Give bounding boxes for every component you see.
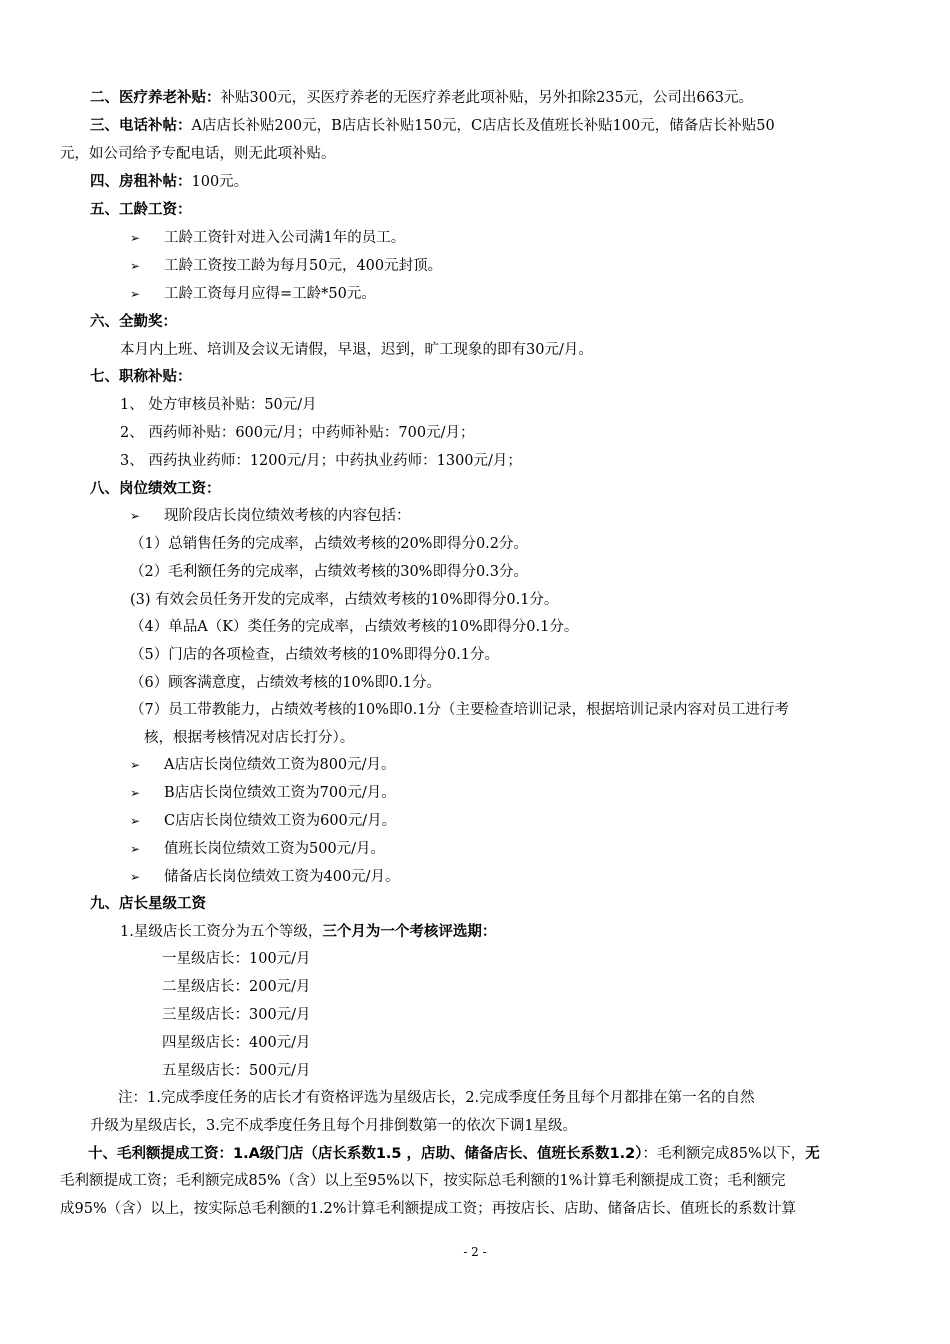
rent-line (60, 169, 892, 197)
seniority-item (60, 281, 892, 309)
performance-salary-text: C店店长岗位绩效工资为600元/月。 (164, 813, 397, 829)
star-note-line-1: 注：1.完成季度任务的店长才有资格评选为星级店长，2.完成季度任务且每个月都排在第一名的自然 (118, 1090, 755, 1106)
gross-heading: 十、毛利额提成工资：1.A级门店（店长系数1.5 ，店助、储备店长、值班长系数1.2） (88, 1146, 643, 1162)
seniority-item-text: 工龄工资针对进入公司满1年的员工。 (164, 230, 406, 246)
phone-heading: 三、电话补帖： (90, 118, 192, 134)
performance-criterion-7: （7）员工带教能力，占绩效考核的10%即0.1分（主要检查培训记录，根据培训记录内容对员工进行考 (130, 702, 790, 718)
performance-salary-item (60, 780, 892, 808)
arrow-bullet-icon: ➢ (130, 231, 141, 245)
performance-salary-item (60, 808, 892, 836)
performance-salary-text: B店店长岗位绩效工资为700元/月。 (164, 785, 396, 801)
performance-salary-item (60, 864, 892, 892)
performance-salary-text: A店店长岗位绩效工资为800元/月。 (164, 757, 396, 773)
seniority-item-text: 工龄工资每月应得=工龄*50元。 (164, 286, 376, 302)
gross-line-1 (58, 1141, 892, 1169)
performance-criterion: （6）顾客满意度，占绩效考核的10%即0.1分。 (130, 675, 442, 691)
phone-text-1: A店店长补贴200元，B店店长补贴150元，C店店长及值班长补贴100元，储备店长补贴50 (191, 118, 775, 134)
title-allowance-item: 1、 处方审核员补贴：50元/月 (120, 397, 317, 413)
seniority-item-text: 工龄工资按工龄为每月50元，400元封顶。 (164, 258, 443, 274)
performance-criterion: （4）单品A（K）类任务的完成率，占绩效考核的10%即得分0.1分。 (130, 619, 579, 635)
performance-salary-text: 值班长岗位绩效工资为500元/月。 (164, 841, 386, 857)
medical-line (60, 85, 892, 113)
arrow-bullet-icon: ➢ (130, 870, 141, 884)
arrow-bullet-icon: ➢ (130, 758, 141, 772)
gross-text-1: ：毛利额完成85%以下， (642, 1146, 806, 1162)
seniority-item (60, 225, 892, 253)
attendance-text: 本月内上班、培训及会议无请假，早退，迟到，旷工现象的即有30元/月。 (120, 342, 593, 358)
star-intro (60, 919, 892, 947)
gross-line-2: 毛利额提成工资；毛利额完成85%（含）以上至95%以下，按实际总毛利额的1%计算毛利额提成工资；毛利额完 (60, 1173, 786, 1189)
title-allowance-item: 2、 西药师补贴：600元/月；中药师补贴：700元/月； (120, 425, 475, 441)
star-level: 三星级店长：300元/月 (162, 1007, 311, 1023)
page-number: - 2 - (463, 1245, 487, 1259)
performance-criterion: （2）毛利额任务的完成率，占绩效考核的30%即得分0.3分。 (130, 564, 529, 580)
title-allowance-heading: 七、职称补贴： (90, 369, 192, 385)
arrow-bullet-icon: ➢ (130, 842, 141, 856)
arrow-bullet-icon: ➢ (130, 259, 141, 273)
star-note-line-2: 升级为星级店长，3.完不成季度任务且每个月排倒数第一的依次下调1星级。 (90, 1118, 578, 1134)
performance-criterion: （5）门店的各项检查，占绩效考核的10%即得分0.1分。 (130, 647, 500, 663)
rent-text: 100元。 (191, 174, 249, 190)
star-level: 五星级店长：500元/月 (162, 1063, 311, 1079)
performance-criterion: (3) 有效会员任务开发的完成率，占绩效考核的10%即得分0.1分。 (130, 592, 559, 608)
arrow-bullet-icon: ➢ (130, 786, 141, 800)
performance-criterion-7-cont: 核，根据考核情况对店长打分）。 (144, 730, 355, 746)
seniority-item (60, 253, 892, 281)
gross-text-1-bold: 无 (805, 1146, 820, 1162)
phone-line-1 (60, 113, 892, 141)
performance-intro (60, 503, 892, 531)
performance-heading: 八、岗位绩效工资： (90, 481, 221, 497)
attendance-heading: 六、全勤奖： (90, 314, 177, 330)
performance-criterion: （1）总销售任务的完成率，占绩效考核的20%即得分0.2分。 (130, 536, 529, 552)
star-level: 一星级店长：100元/月 (162, 951, 311, 967)
star-level: 二星级店长：200元/月 (162, 979, 311, 995)
arrow-bullet-icon: ➢ (130, 509, 141, 523)
star-heading: 九、店长星级工资 (90, 896, 206, 912)
performance-salary-text: 储备店长岗位绩效工资为400元/月。 (164, 869, 400, 885)
gross-line-3: 成95%（含）以上，按实际总毛利额的1.2%计算毛利额提成工资；再按店长、店助、储备店长、值班长的系数计算 (60, 1201, 797, 1217)
phone-line-2: 元，如公司给予专配电话，则无此项补贴。 (60, 146, 336, 162)
arrow-bullet-icon: ➢ (130, 814, 141, 828)
title-allowance-item: 3、 西药执业药师：1200元/月；中药执业药师：1300元/月； (120, 453, 522, 469)
arrow-bullet-icon: ➢ (130, 287, 141, 301)
performance-salary-item (60, 836, 892, 864)
medical-heading: 二、医疗养老补贴： (90, 90, 221, 106)
performance-salary-item (60, 752, 892, 780)
rent-heading: 四、房租补帖： (90, 174, 192, 190)
seniority-heading: 五、工龄工资： (90, 202, 192, 218)
star-intro-bold: 三个月为一个考核评选期： (322, 924, 497, 940)
star-intro-text: 1.星级店长工资分为五个等级， (120, 924, 323, 940)
star-level: 四星级店长：400元/月 (162, 1035, 311, 1051)
medical-text: 补贴300元，买医疗养老的无医疗养老此项补贴，另外扣除235元，公司出663元。 (220, 90, 754, 106)
performance-intro-text: 现阶段店长岗位绩效考核的内容包括： (164, 508, 411, 524)
